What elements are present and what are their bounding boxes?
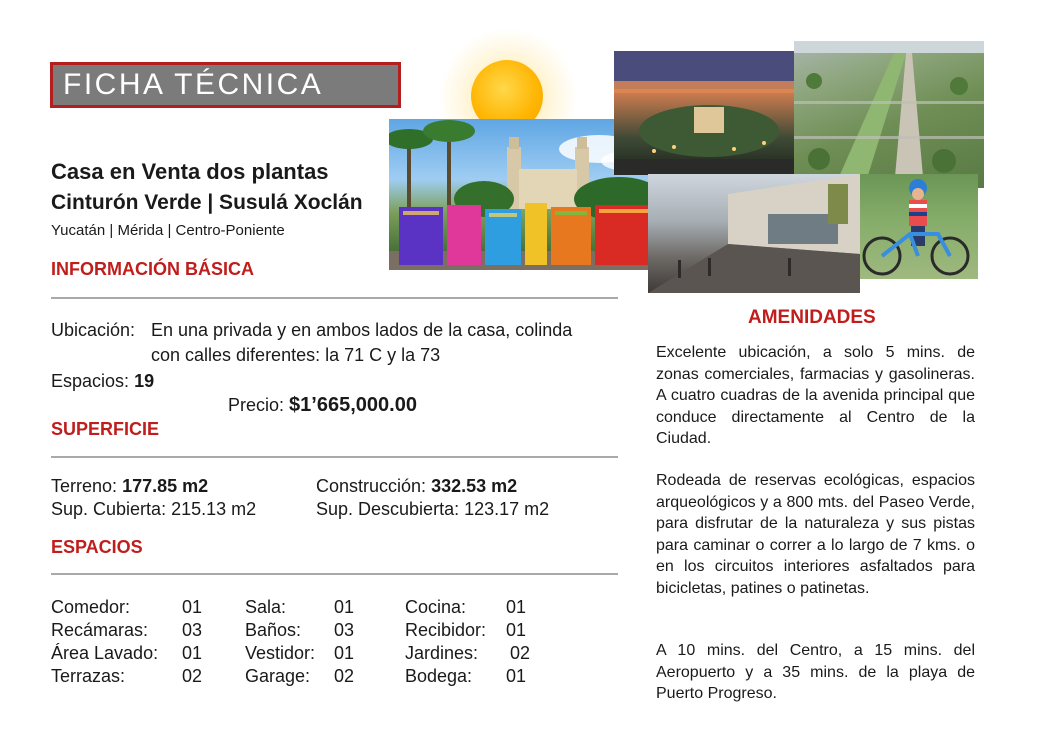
space-label: Sala: bbox=[245, 597, 287, 617]
amenidades-paragraph-1: Excelente ubicación, a solo 5 mins. de zonas comerciales, farmacias y gasolineras. A cuatro cuadras de la avenida principal que conduce directamente al Centro de la Ciudad. bbox=[656, 344, 975, 447]
terreno-label: Terreno: bbox=[51, 476, 118, 496]
space-label: Área Lavado: bbox=[51, 643, 159, 663]
section-heading-amenidades: AMENIDADES bbox=[748, 307, 876, 328]
property-subtitle: Cinturón Verde | Susulá Xoclán bbox=[51, 191, 363, 214]
construccion-value: 332.53 m2 bbox=[431, 476, 518, 496]
shopping-street-photo bbox=[648, 174, 860, 293]
space-value: 01 bbox=[182, 597, 203, 617]
divider bbox=[51, 456, 618, 458]
space-value: 01 bbox=[506, 666, 527, 686]
space-value: 01 bbox=[334, 597, 355, 617]
amenidades-paragraph-3: A 10 mins. del Centro, a 15 mins. del Aeropuerto y a 35 mins. de la playa de Puerto Progreso. bbox=[656, 642, 975, 702]
space-label: Vestidor: bbox=[245, 643, 316, 663]
amenidades-paragraph-2: Rodeada de reservas ecológicas, espacios arqueológicos y a 800 mts. del Paseo Verde, para disfrutar de la naturaleza y sus pistas para caminar o correr a lo largo de 7 kms. o en los circuitos interiores asfaltados para bicicletas, patines o patinetas. bbox=[656, 472, 975, 597]
precio-row bbox=[228, 394, 417, 417]
section-heading-superficie: SUPERFICIE bbox=[51, 419, 160, 439]
property-title: Casa en Venta dos plantas bbox=[51, 159, 329, 184]
construccion-label: Construcción: bbox=[316, 476, 427, 496]
ubicacion-label: Ubicación: bbox=[51, 320, 136, 340]
space-value: 02 bbox=[510, 643, 531, 663]
espacios-label: Espacios: bbox=[51, 371, 130, 391]
space-value: 03 bbox=[182, 620, 203, 640]
space-label: Comedor: bbox=[51, 597, 131, 617]
space-label: Jardines: bbox=[405, 643, 479, 663]
space-label: Cocina: bbox=[405, 597, 467, 617]
terreno-value: 177.85 m2 bbox=[122, 476, 209, 496]
sup-cubierta: Sup. Cubierta: 215.13 m2 bbox=[51, 499, 257, 519]
construccion-row bbox=[316, 476, 517, 497]
space-value: 02 bbox=[334, 666, 355, 686]
space-label: Recibidor: bbox=[405, 620, 487, 640]
espacios-row bbox=[51, 371, 154, 392]
space-label: Baños: bbox=[245, 620, 302, 640]
section-heading-basica: INFORMACIÓN BÁSICA bbox=[51, 259, 254, 279]
divider bbox=[51, 573, 618, 575]
ubicacion-line2: con calles diferentes: la 71 C y la 73 bbox=[151, 345, 441, 365]
space-label: Terrazas: bbox=[51, 666, 126, 686]
section-heading-espacios: ESPACIOS bbox=[51, 537, 143, 557]
kid-bicycle-photo bbox=[860, 174, 978, 279]
plaza-photo bbox=[614, 51, 794, 175]
space-value: 01 bbox=[506, 620, 527, 640]
ficha-tecnica-badge bbox=[50, 62, 401, 108]
ubicacion-line1: En una privada y en ambos lados de la casa, colinda bbox=[151, 320, 573, 340]
sup-descubierta: Sup. Descubierta: 123.17 m2 bbox=[316, 499, 550, 519]
terreno-row bbox=[51, 476, 208, 497]
space-value: 01 bbox=[182, 643, 203, 663]
precio-label: Precio: bbox=[228, 395, 285, 415]
divider bbox=[51, 297, 618, 299]
space-value: 01 bbox=[334, 643, 355, 663]
space-label: Recámaras: bbox=[51, 620, 149, 640]
space-value: 03 bbox=[334, 620, 355, 640]
aerial-park-photo bbox=[794, 41, 984, 188]
precio-value: $1’665,000.00 bbox=[289, 394, 417, 416]
espacios-value: 19 bbox=[134, 371, 155, 391]
space-label: Garage: bbox=[245, 666, 311, 686]
space-label: Bodega: bbox=[405, 666, 473, 686]
badge-text: FICHA TÉCNICA bbox=[63, 68, 324, 101]
space-value: 01 bbox=[506, 597, 527, 617]
property-location: Yucatán | Mérida | Centro-Poniente bbox=[51, 222, 285, 239]
space-value: 02 bbox=[182, 666, 203, 686]
